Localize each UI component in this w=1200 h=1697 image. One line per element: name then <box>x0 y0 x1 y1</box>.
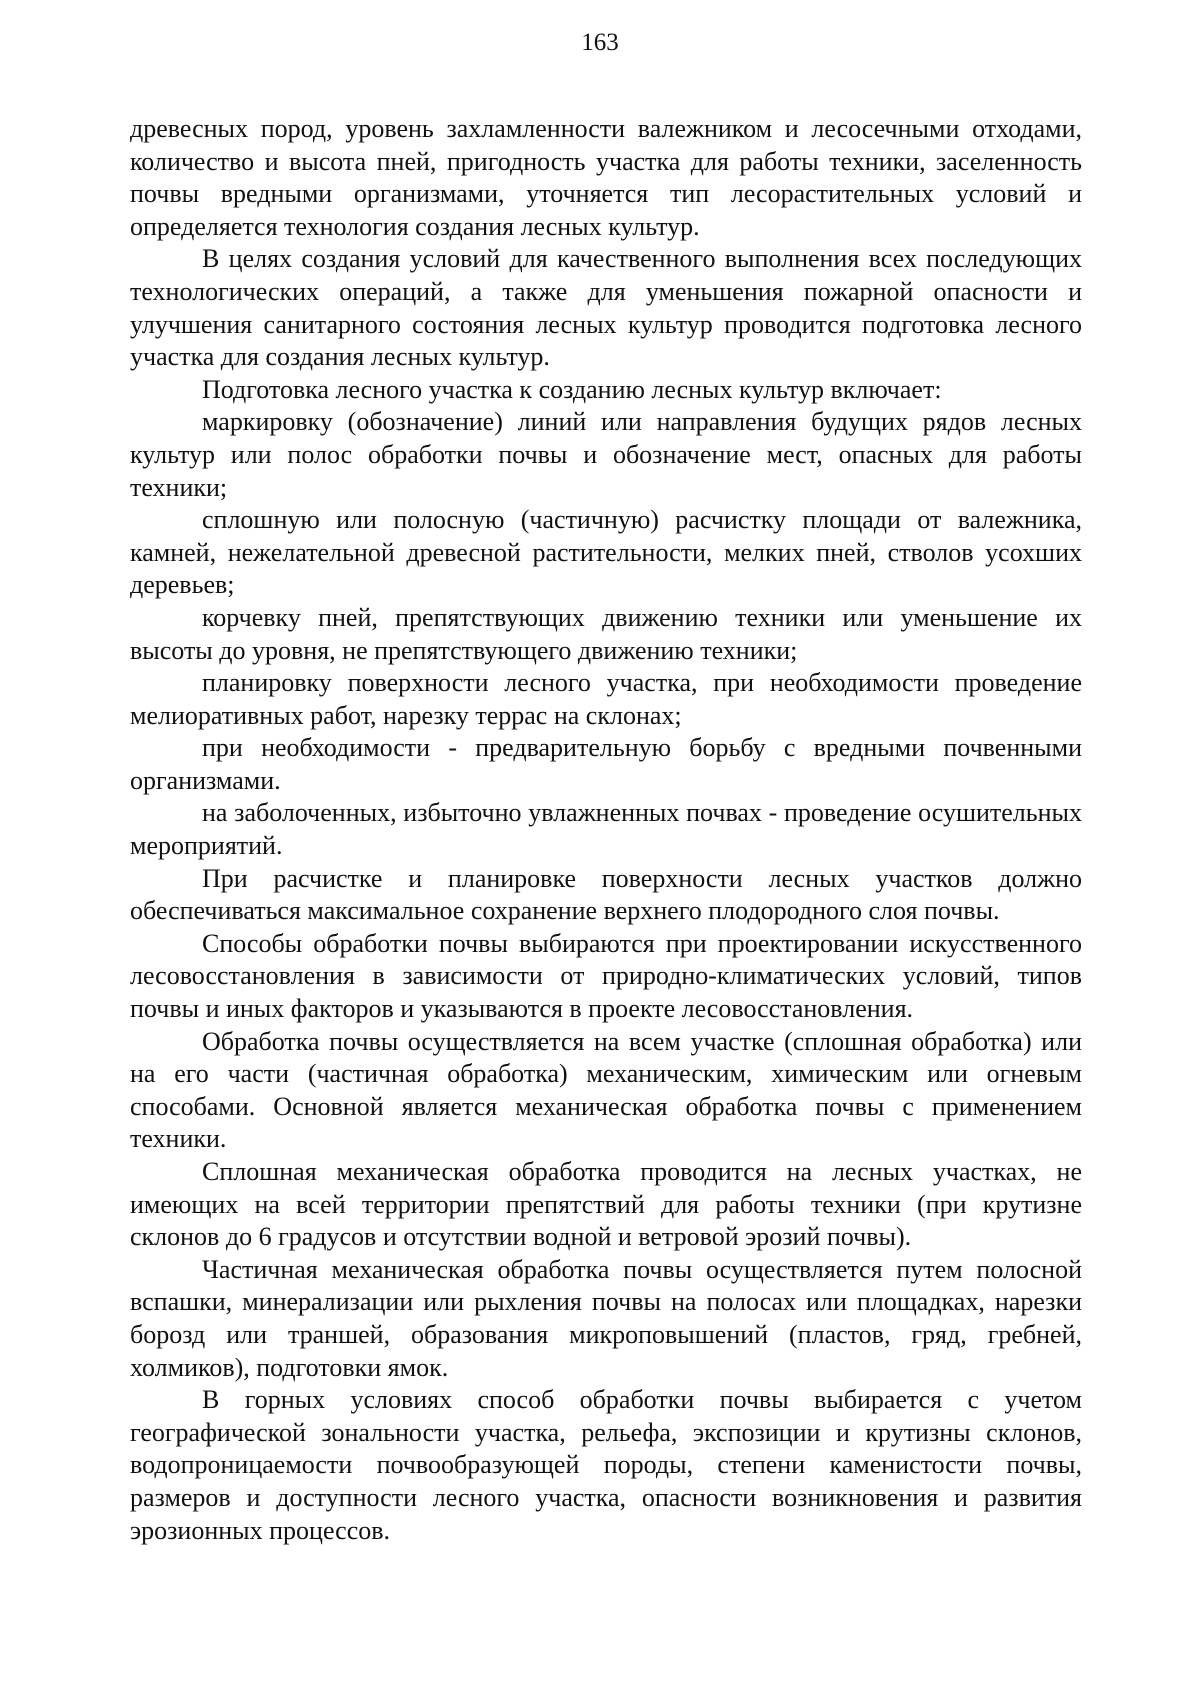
paragraph-tillage-methods: Способы обработки почвы выбираются при проектировании искусственного лесовосстановления в зависимости от природно-климатических условий, типов почвы и иных факторов и указываются в проекте лесовосстановления. <box>130 928 1082 1024</box>
paragraph-topsoil-preservation: При расчистке и планировке поверхности лесных участков должно обеспечиваться максимальное сохранение верхнего плодородного слоя почвы. <box>130 863 1082 926</box>
paragraph-continuous-tillage: Сплошная механическая обработка проводится на лесных участках, не имеющих на всей территории препятствий для работы техники (при крутизне склонов до 6 градусов и отсутствии водной и ветровой эрозий почвы). <box>130 1157 1082 1252</box>
list-item-stump-removal: корчевку пней, препятствующих движению техники или уменьшение их высоты до уровня, не препятствующего движению техники; <box>130 602 1082 665</box>
paragraph-preparation-includes: Подготовка лесного участка к созданию лесных культур включает: <box>202 374 942 404</box>
paragraph-continued-stand-survey: древесных пород, уровень захламленности валежником и лесосечными отходами, количество и высота пней, пригодность участка для работы техники, заселенность почвы вредными организмами, уточняется тип лесорастительных условий и определяется технология создания лесных культур. <box>130 114 1082 241</box>
paragraph-purpose-of-preparation: В целях создания условий для качественного выполнения всех последующих технологических операций, а также для уменьшения пожарной опасности и улучшения санитарного состояния лесных культур проводится подготовка лесного участка для создания лесных культур. <box>130 244 1082 372</box>
list-item-clearing: сплошную или полосную (частичную) расчистку площади от валежника, камней, нежелательной древесной растительности, мелких пней, стволов усохших деревьев; <box>130 505 1082 600</box>
paragraph-tillage-types: Обработка почвы осуществляется на всем участке (сплошная обработка) или на его части (частичная обработка) механическим, химическим или огневым способами. Основной является механическая обработка почвы с применением техники. <box>130 1026 1082 1154</box>
page-number: 163 <box>581 29 619 56</box>
body-text <box>130 113 1082 1547</box>
list-item-surface-planning: планировку поверхности лесного участка, при необходимости проведение мелиоративных работ, нарезку террас на склонах; <box>130 668 1082 730</box>
paragraph-partial-tillage: Частичная механическая обработка почвы осуществляется путем полосной вспашки, минерализации или рыхления почвы на полосах или площадках, нарезки борозд или траншей, образования микроповышений (пластов, гряд, гребней, холмиков), подготовки ямок. <box>130 1254 1082 1382</box>
paragraph-mountain-conditions: В горных условиях способ обработки почвы выбирается с учетом географической зональности участка, рельефа, экспозиции и крутизны склонов, водопроницаемости почвообразующей породы, степени каменистости почвы, размеров и доступности лесного участка, опасности возникновения и развития эрозионных процессов. <box>130 1385 1082 1545</box>
list-item-pest-control: при необходимости - предварительную борьбу с вредными почвенными организмами. <box>130 733 1082 795</box>
list-item-marking: маркировку (обозначение) линий или направления будущих рядов лесных культур или полос обработки почвы и обозначение мест, опасных для работы техники; <box>130 407 1082 502</box>
list-item-drainage: на заболоченных, избыточно увлажненных почвах - проведение осушительных мероприятий. <box>130 798 1082 861</box>
